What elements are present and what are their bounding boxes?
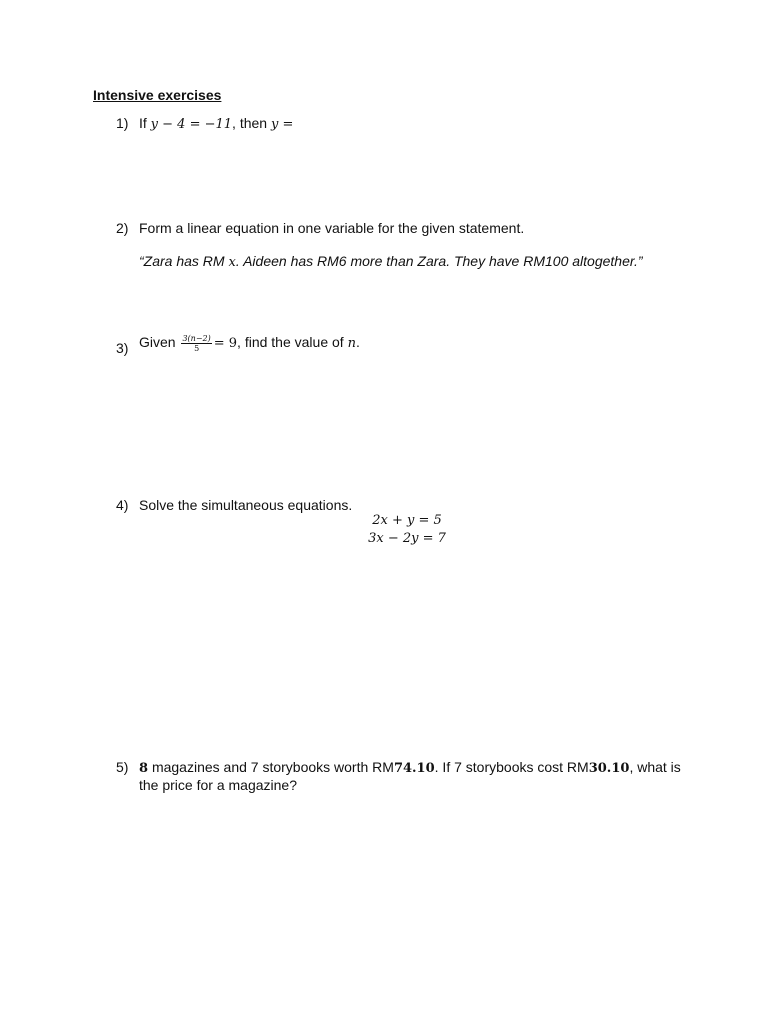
- page-title: Intensive exercises: [93, 87, 222, 103]
- q5-n3: 30.10: [588, 761, 630, 776]
- question-1-text: [139, 115, 293, 132]
- q1-tail: y =: [270, 117, 294, 132]
- q2-quote-a: Zara has RM: [143, 253, 225, 269]
- q1-prefix: If: [139, 115, 147, 131]
- question-5-line-2: the price for a magazine?: [139, 777, 297, 793]
- q5-t3: , what is: [629, 759, 681, 775]
- q5-t1: magazines and 7 storybooks worth RM: [151, 759, 394, 775]
- q2-close-quote: ”: [637, 253, 643, 269]
- q3-prefix: Given: [139, 334, 176, 351]
- q3-suffix: , find the value of: [237, 334, 344, 351]
- question-1-number: 1): [116, 115, 129, 131]
- q3-frac-den: 5: [194, 344, 200, 353]
- q5-n1: 8: [139, 761, 149, 776]
- q2-open-quote: “: [139, 253, 144, 269]
- q3-var: n: [347, 336, 356, 352]
- q2-quote-var: x: [228, 255, 236, 270]
- q5-n2: 74.10: [393, 761, 435, 776]
- q3-equals: = 9: [213, 336, 238, 352]
- q5-t2: . If 7 storybooks cost RM: [434, 759, 589, 775]
- question-5-number: 5): [116, 759, 129, 775]
- question-5-text: [139, 759, 681, 776]
- question-3-text: [139, 334, 360, 353]
- question-3-number: 3): [116, 340, 129, 356]
- q3-end: .: [355, 334, 360, 351]
- q3-fraction: [181, 334, 211, 353]
- question-2-statement: [139, 253, 643, 270]
- q1-middle: , then: [232, 115, 268, 131]
- question-4-number: 4): [116, 497, 129, 513]
- q1-equation: y − 4 = −11: [150, 117, 233, 132]
- question-4-text: Solve the simultaneous equations.: [139, 497, 353, 513]
- q4-equation-1: 2x + y = 5: [372, 513, 442, 528]
- question-2-number: 2): [116, 220, 129, 236]
- q4-equation-2: 3x − 2y = 7: [368, 531, 446, 546]
- question-2-text: Form a linear equation in one variable for the given statement.: [139, 220, 525, 236]
- q3-frac-num: 3(n−2): [182, 334, 211, 343]
- q2-quote-b: . Aideen has RM6 more than Zara. They have RM100 altogether.: [235, 253, 638, 269]
